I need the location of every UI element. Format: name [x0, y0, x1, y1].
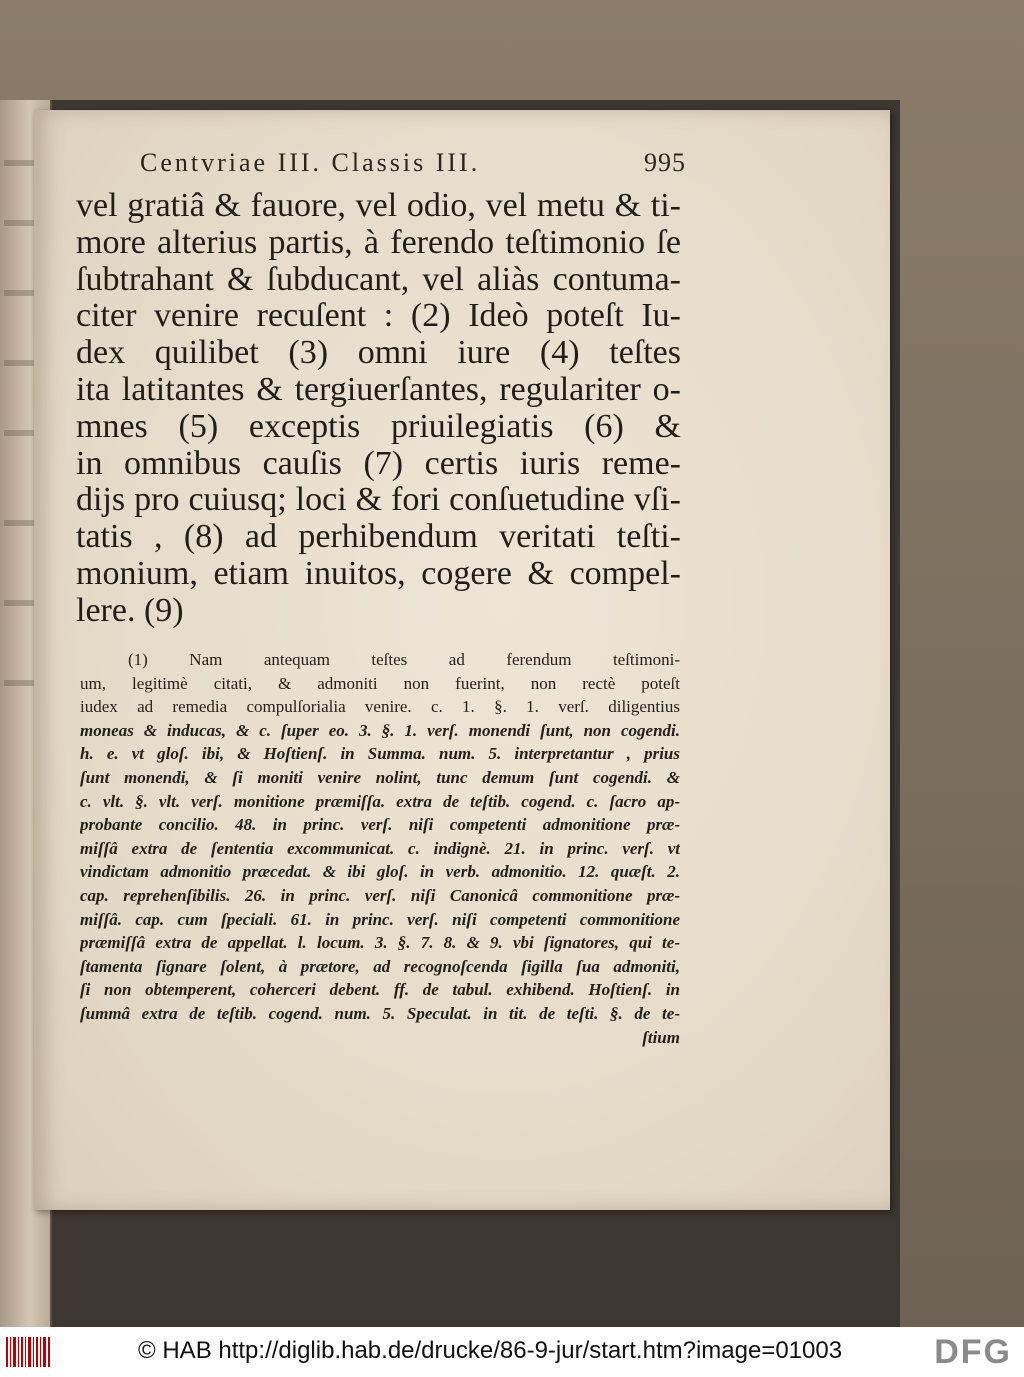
- note-line: ſtamenta ſignare ſolent, à prætore, ad recognoſcenda ſigilla ſua admoniti,: [80, 956, 680, 976]
- note-line: ſtium: [642, 1027, 680, 1047]
- note-line: miſſâ. cap. cum ſpeciali. 61. in princ. verſ. niſi competenti commonitione: [80, 909, 680, 929]
- text-line: ita latitantes & tergiuerſantes, regulariter o-: [76, 370, 681, 408]
- text-line: tatis , (8) ad perhibendum veritati teſti-: [76, 518, 681, 556]
- text-line: lere. (9): [76, 591, 184, 629]
- text-line: ſubtrahant & ſubducant, vel aliàs contuma-: [76, 260, 681, 298]
- footer-bar: [0, 1327, 1024, 1377]
- running-head-title: Centvriae III. Classis III.: [140, 148, 481, 177]
- note-line: probante concilio. 48. in princ. verſ. niſi competenti admonitione præ-: [80, 815, 680, 835]
- note-line: moneas & inducas, & c. ſuper eo. 3. §. 1. verſ. monendi ſunt, non cogendi.: [80, 720, 680, 740]
- note-line: vindictam admonitio præcedat. & ibi gloſ. in verb. admonitio. 12. quæſt. 2.: [80, 862, 680, 882]
- barcode-icon: [6, 1337, 50, 1367]
- note-line: iudex ad remedia compulſorialia venire. c. 1. §. 1. verſ. diligentius: [80, 697, 680, 717]
- note-line: ſummâ extra de teſtib. cogend. num. 5. Speculat. in tit. de teſti. §. de te-: [80, 1003, 680, 1023]
- text-line: vel gratiâ & fauore, vel odio, vel metu & ti-: [76, 187, 681, 224]
- dfg-logo: DFG: [934, 1333, 1012, 1371]
- note-line: (1) Nam antequam teſtes ad ferendum teſtimoni-: [128, 650, 680, 669]
- main-text: [76, 188, 681, 630]
- page-number: 995: [644, 148, 686, 177]
- text-line: citer venire recuſent : (2) Ideò poteſt Iu-: [76, 297, 681, 335]
- note-line: ſi non obtemperent, coherceri debent. ff. de tabul. exhibend. Hoſtienſ. in: [80, 980, 680, 1000]
- note-line: ſunt monendi, & ſi moniti venire nolint, tunc demum ſunt cogendi. &: [80, 767, 680, 787]
- note-line: cap. reprehenſibilis. 26. in princ. verſ. niſi Canonicâ commonitione præ-: [80, 885, 680, 905]
- copyright-url[interactable]: © HAB http://diglib.hab.de/drucke/86-9-jur/start.htm?image=01003: [138, 1337, 843, 1364]
- running-head: [140, 148, 686, 178]
- text-line: dex quilibet (3) omni iure (4) teſtes: [76, 334, 681, 372]
- text-line: in omnibus cauſis (7) certis iuris reme-: [76, 444, 681, 482]
- note-line: h. e. vt gloſ. ibi, & Hoſtienſ. in Summa. num. 5. interpretantur , prius: [80, 744, 680, 764]
- note-line: um, legitimè citati, & admoniti non fuerint, non rectè poteſt: [80, 673, 680, 693]
- text-line: monium, etiam inuitos, cogere & compel-: [76, 554, 681, 592]
- note-line: præmiſſâ extra de appellat. l. locum. 3. §. 7. 8. & 9. vbi ſignatores, qui te-: [80, 933, 680, 953]
- text-line: mnes (5) exceptis priuilegiatis (6) &: [76, 407, 681, 445]
- text-line: dijs pro cuiusq; loci & fori conſuetudine vſi-: [76, 481, 681, 519]
- text-line: more alterius partis, à ferendo teſtimonio ſe: [76, 223, 681, 261]
- footnotes: [80, 648, 680, 1049]
- note-line: c. vlt. §. vlt. verſ. monitione præmiſſa. extra de teſtib. cogend. c. ſacro ap-: [80, 791, 680, 811]
- note-line: miſſâ extra de ſententia excommunicat. c. indignè. 21. in princ. verſ. vt: [80, 838, 680, 858]
